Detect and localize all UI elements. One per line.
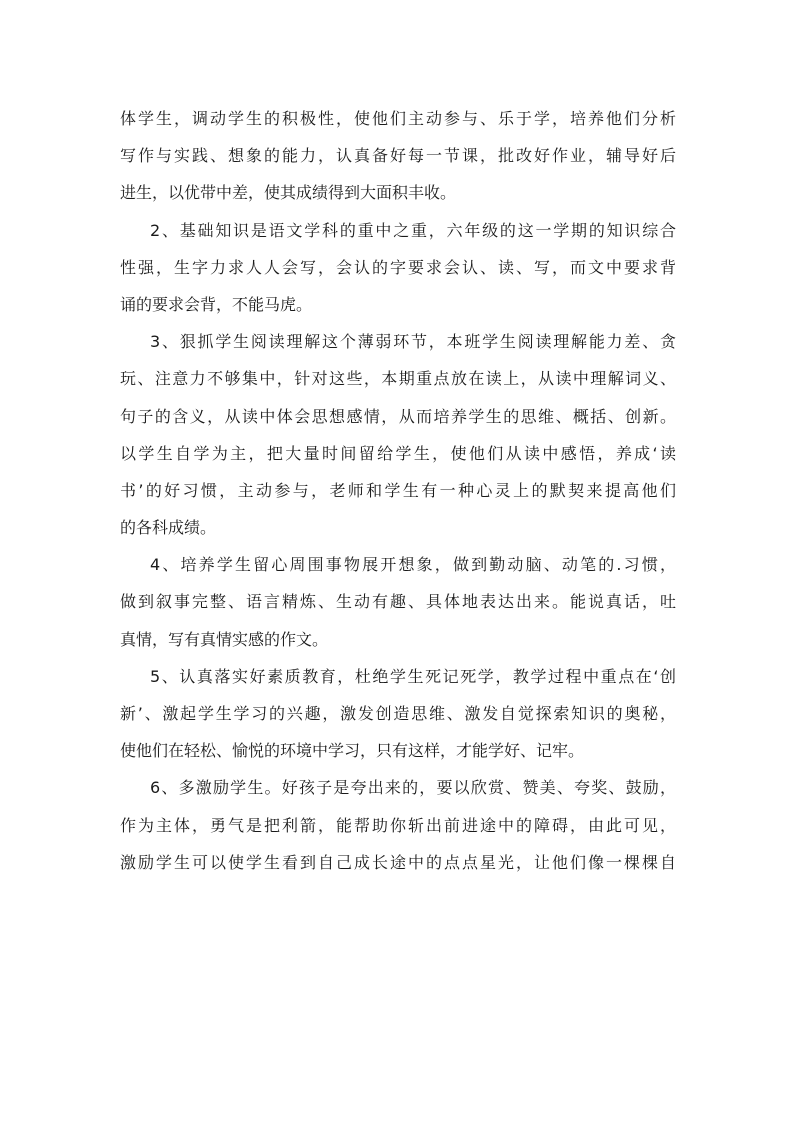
text-line: 使他们在轻松、愉悦的环境中学习，只有这样，才能学好、记牢。 [120, 741, 585, 761]
text-line: 写作与实践、想象的能力，认真备好每一节课，批改好作业，辅导好后 [120, 146, 676, 166]
text-line: 书’的好习惯，主动参与，老师和学生有一种心灵上的默契来提高他们 [120, 480, 676, 500]
document-body [120, 100, 676, 881]
text-line: 新’、激起学生学习的兴趣，激发创造思维、激发自觉探索知识的奥秘， [120, 704, 676, 723]
text-line: 真情，写有真情实感的作文。 [120, 629, 329, 649]
text-line: 句子的含义，从读中体会思想感情，从而培养学生的思维、概括、创新。 [120, 406, 676, 426]
text-line: 4、培养学生留心周围事物展开想象，做到勤动脑、动笔的.习惯， [150, 555, 676, 575]
text-line: 5、认真落实好素质教育，杜绝学生死记死学，教学过程中重点在‘创 [150, 666, 676, 686]
text-line: 的各科成绩。 [120, 518, 217, 538]
text-line: 作为主体，勇气是把利箭，能帮助你斩出前进途中的障碍，由此可见， [120, 815, 676, 835]
text-line: 激励学生可以使学生看到自己成长途中的点点星光，让他们像一棵棵自 [120, 852, 676, 872]
text-line: 玩、注意力不够集中，针对这些，本期重点放在读上，从读中理解词义、 [120, 369, 676, 389]
text-line: 体学生，调动学生的积极性，使他们主动参与、乐于学，培养他们分析 [120, 109, 676, 128]
text-line: 诵的要求会背，不能马虎。 [120, 294, 313, 314]
text-line: 性强，生字力求人人会写，会认的字要求会认、读、写，而文中要求背 [120, 257, 676, 277]
text-line: 2、基础知识是语文学科的重中之重，六年级的这一学期的知识综合 [150, 220, 676, 240]
text-line: 做到叙事完整、语言精炼、生动有趣、具体地表达出来。能说真话，吐 [120, 592, 676, 612]
text-line: 进生，以优带中差，使其成绩得到大面积丰收。 [120, 183, 457, 203]
text-line: 3、狠抓学生阅读理解这个薄弱环节，本班学生阅读理解能力差、贪 [150, 332, 676, 352]
text-line: 以学生自学为主，把大量时间留给学生，使他们从读中感悟，养成‘读 [120, 443, 676, 463]
text-line: 6、多激励学生。好孩子是夸出来的，要以欣赏、赞美、夸奖、鼓励， [150, 778, 676, 798]
